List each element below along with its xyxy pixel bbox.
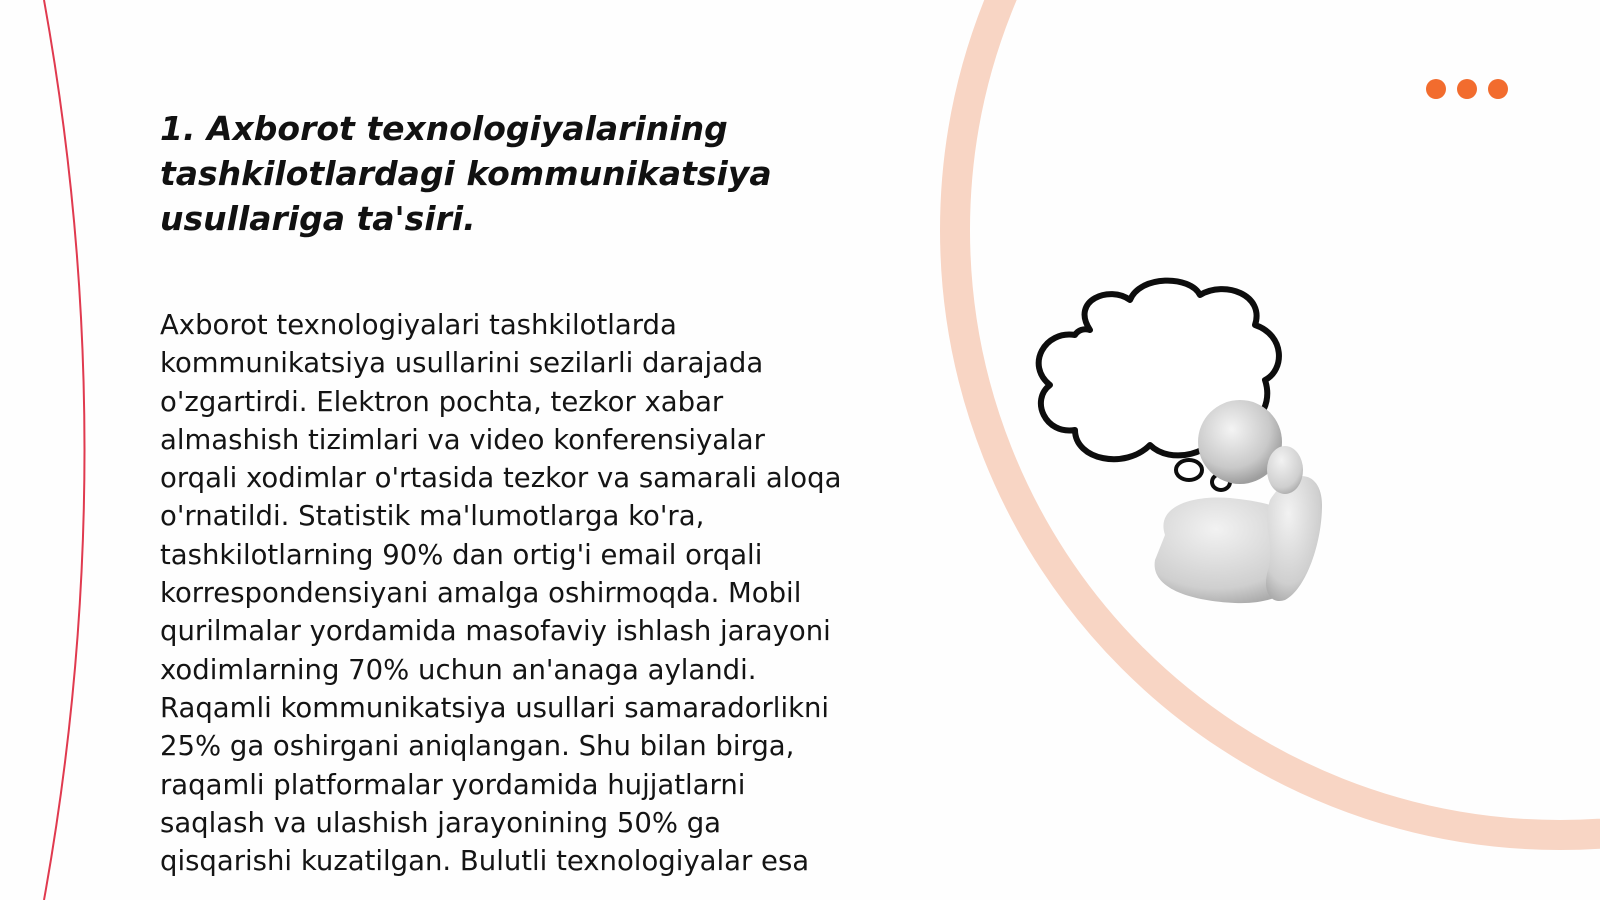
- thought-bubble-small: [1176, 460, 1202, 480]
- dot: [1426, 79, 1446, 99]
- menu-dots-icon: [1426, 79, 1508, 99]
- left-curve-line: [44, 0, 85, 900]
- dot: [1488, 79, 1508, 99]
- person-hand: [1267, 446, 1303, 494]
- slide-body-text: Axborot texnologiyalari tashkilotlarda kommunikatsiya usullarini sezilarli darajada o'zgartirdi. Elektron pochta, tezkor xabar almashish tizimlari va video konferensiyalar orqali xodimlar o'rtasida tezkor va samarali aloqa o'rnatildi. Statistik ma'lumotlarga ko'ra, tashkilotlarning 90% dan ortig'i email orqali korrespondensiyani amalga oshirmoqda. Mobil qurilmalar yordamida masofaviy ishlash jarayoni xodimlarning 70% uchun an'anaga aylandi. Raqamli kommunikatsiya usullari samaradorlikni 25% ga oshirgani aniqlangan. Shu bilan birga, raqamli platformalar yordamida hujjatlarni saqlash va ulashish jarayonining 50% ga qisqarishi kuzatilgan. Bulutli texnologiyalar esa: [160, 309, 842, 878]
- slide-title: 1. Axborot texnologiyalarining tashkilotlardagi kommunikatsiya usullariga ta'siri.: [160, 109, 772, 238]
- thinking-person-icon: [1030, 270, 1350, 615]
- dot: [1457, 79, 1477, 99]
- person-arm: [1266, 476, 1322, 601]
